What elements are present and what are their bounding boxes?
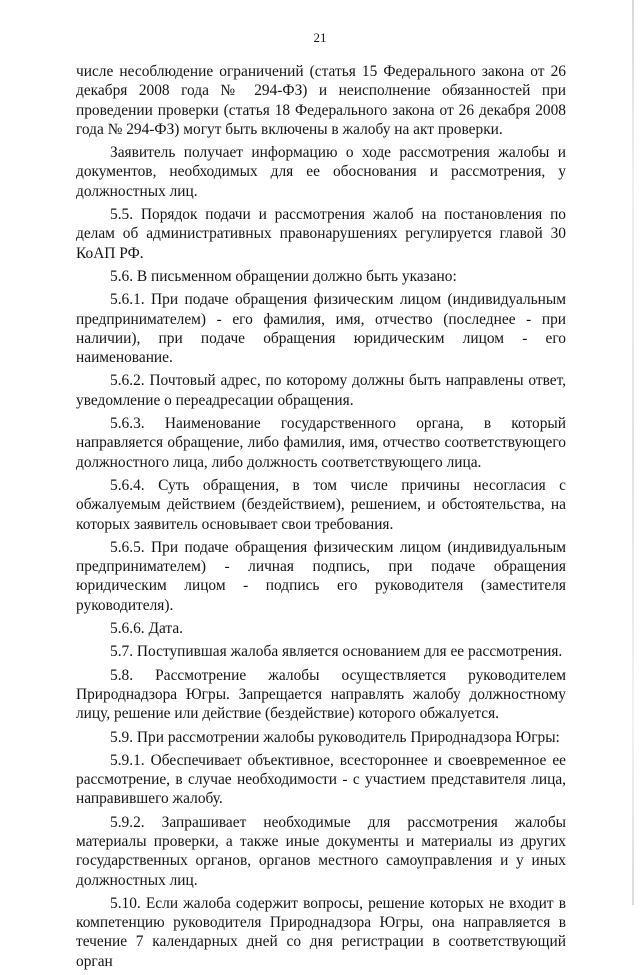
paragraph-5-6-1: 5.6.1. При подаче обращения физическим лицом (индивидуальным предпринимателем) - его фамилия, имя, отчество (последнее - при наличии), при подаче обращения юридическим лицом - его наименование. [76,291,566,367]
paragraph-5-5: 5.5. Порядок подачи и рассмотрения жалоб на постановления по делам об административных правонарушениях регулируется главой 30 КоАП РФ. [76,206,566,262]
scan-edge-shadow [632,0,634,905]
page-number: 21 [313,30,327,45]
paragraph-5-9: 5.9. При рассмотрении жалобы руководитель Природнадзора Югры: [110,728,560,746]
paragraph-5-6-2: 5.6.2. Почтовый адрес, по которому должны быть направлены ответ, уведомление о переадресации обращения. [76,372,566,409]
paragraph-5-6-6: 5.6.6. Дата. [110,620,184,638]
paragraph-continuation: числе несоблюдение ограничений (статья 15 Федерального закона от 26 декабря 2008 года № 294-ФЗ) и неисполнение обязанностей при проведении проверки (статья 18 Федерального закона от 26 декабря 2008 года № 294-ФЗ) могут быть включены в жалобу на акт проверки. [76,63,566,138]
paragraph-5-6-3: 5.6.3. Наименование государственного органа, в который направляется обращение, либо фамилия, имя, отчество соответствующего должностного лица, либо должность соответствующего лица. [76,415,566,471]
paragraph-5-6-5: 5.6.5. При подаче обращения физическим лицом (индивидуальным предпринимателем) - личная подпись, при подаче обращения юридическим лицом - подпись его руководителя (заместителя руководителя). [76,538,566,614]
paragraph-5-9-2: 5.9.2. Запрашивает необходимые для рассмотрения жалобы материалы проверки, а также иные документы и материалы из других государственных органов, органов местного самоуправления и у иных должностных лиц. [76,813,566,889]
paragraph-5-6: 5.6. В письменном обращении должно быть указано: [110,267,457,285]
paragraph-5-9-1: 5.9.1. Обеспечивает объективное, всестороннее и своевременное ее рассмотрение, в случае необходимости - с участием представителя лица, направившего жалобу. [76,751,566,808]
paragraph-5-8: 5.8. Рассмотрение жалобы осуществляется руководителем Природнадзора Югры. Запрещается направлять жалобу должностному лицу, решение или действие (бездействие) которого обжалуется. [76,666,566,723]
paragraph-applicant-info: Заявитель получает информацию о ходе рассмотрения жалобы и документов, необходимых для ее обоснования и рассмотрения, у должностных лиц. [76,144,566,200]
paragraph-5-10: 5.10. Если жалоба содержит вопросы, решение которых не входит в компетенцию руководителя Природнадзора Югры, она направляется в течение 7 календарных дней со дня регистрации в соответствующий орган [76,894,566,970]
document-body [76,62,566,975]
paragraph-5-6-4: 5.6.4. Суть обращения, в том числе причины несогласия с обжалуемым действием (бездействием), решением, и обстоятельства, на которых заявитель основывает свои требования. [76,476,566,533]
paragraph-5-7: 5.7. Поступившая жалоба является основанием для ее рассмотрения. [110,643,563,661]
